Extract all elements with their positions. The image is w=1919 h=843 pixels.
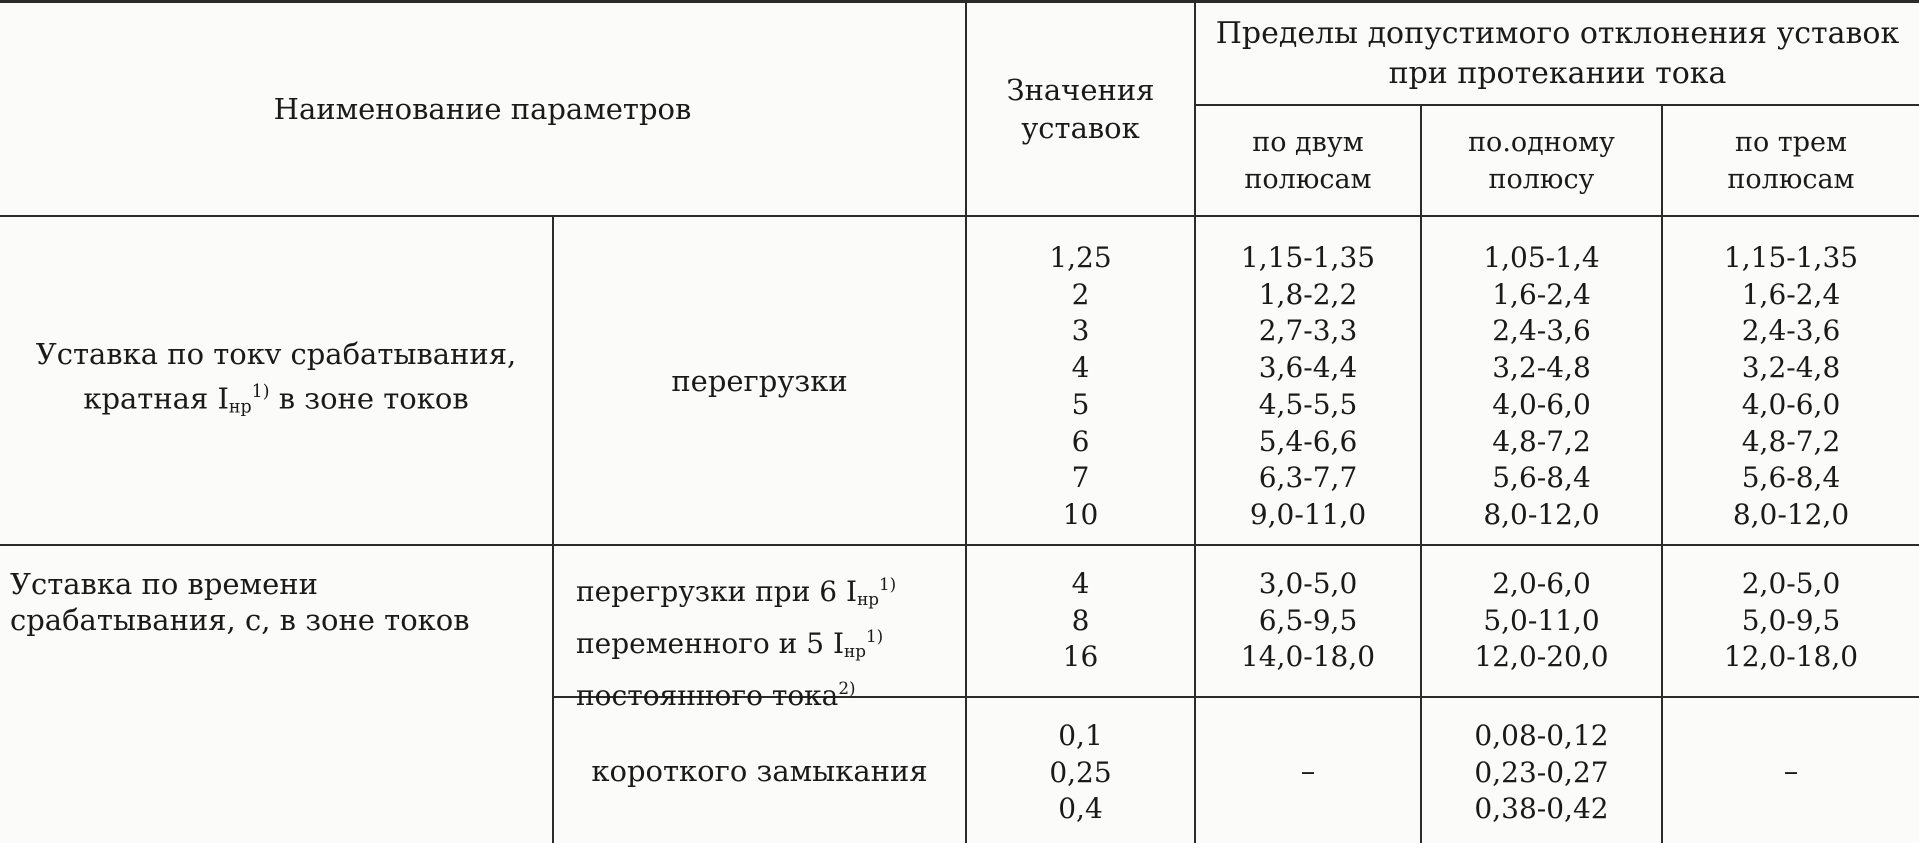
table-cell-value: 7 <box>1071 461 1090 495</box>
table-cell-value: 1,6-2,4 <box>1741 277 1841 311</box>
table-cell-value: 3 <box>1071 314 1090 348</box>
table-cell-value: 10 <box>1062 497 1099 531</box>
header-three-poles-line1: по трем <box>1734 126 1848 158</box>
table-cell-value: 0,1 <box>1058 719 1103 752</box>
table-cell-value: 4,5-5,5 <box>1258 387 1358 421</box>
table-cell-value: 4 <box>1071 351 1090 385</box>
table-cell-value: 2 <box>1071 277 1090 311</box>
table-cell-value: 2,0-5,0 <box>1741 567 1841 600</box>
section1-param <box>0 217 552 544</box>
section1-three-poles <box>1663 240 1919 540</box>
table-cell-value: 6,3-7,7 <box>1258 461 1358 495</box>
table-cell-value: 9,0-11,0 <box>1249 497 1367 531</box>
table-cell-value: 2,7-3,3 <box>1258 314 1358 348</box>
table-cell-value: 1,15-1,35 <box>1723 241 1859 274</box>
section1-param-line1: Уставка по токv срабатывания, <box>35 336 517 371</box>
header-settings-line2: уставок <box>1021 111 1140 145</box>
header-settings <box>967 3 1194 215</box>
table-cell-value: 3,0-5,0 <box>1258 567 1358 600</box>
section3-two-poles <box>1196 698 1420 843</box>
section1-zone-text: перегрузки <box>671 363 848 398</box>
table-cell-value: 5 <box>1071 387 1090 421</box>
section1-values <box>967 240 1194 540</box>
section2-values <box>967 566 1194 686</box>
section3-three-poles-dash: – <box>1783 753 1799 788</box>
section2-zone-line1-sup: 1) <box>879 574 897 594</box>
table-cell-value: 1,25 <box>1049 241 1112 274</box>
table-cell-value: 2,4-3,6 <box>1741 314 1841 348</box>
table-cell-value: 5,6-8,4 <box>1492 461 1591 495</box>
table-cell-value: 3,2-4,8 <box>1741 351 1841 385</box>
table-cell-value: 4,0-6,0 <box>1492 387 1591 421</box>
header-two-poles-line1: по двум <box>1252 126 1364 158</box>
section2-two-poles <box>1196 566 1420 686</box>
table-cell-value: 4 <box>1071 567 1090 600</box>
header-one-pole-line1: по.одному <box>1468 126 1615 158</box>
table-cell-value: 12,0-18,0 <box>1723 640 1859 674</box>
header-one-pole-line2: полюсу <box>1488 163 1595 195</box>
header-settings-line1: Значения <box>1006 73 1155 107</box>
header-limits <box>1196 3 1919 104</box>
table-cell-value: 5,6-8,4 <box>1741 461 1841 495</box>
table-cell-value: 14,0-18,0 <box>1240 640 1376 674</box>
section1-one-pole <box>1422 240 1661 540</box>
table-cell-value: 6 <box>1071 424 1090 458</box>
table-cell-value: 1,05-1,4 <box>1483 241 1600 274</box>
section2-param-line2: срабатывания, с, в зоне токов <box>10 603 470 637</box>
header-one-pole <box>1422 106 1661 215</box>
table-cell-value: 0,23-0,27 <box>1474 755 1609 789</box>
section2-zone-line3-sup: 2) <box>838 677 856 698</box>
section2-zone-line3-prefix: постоянного тока <box>576 678 839 712</box>
section3-three-poles <box>1663 698 1919 843</box>
table-cell-value: 5,4-6,6 <box>1258 424 1358 458</box>
section2-zone-line1-prefix: перегрузки при 6 I <box>576 574 858 608</box>
table-cell-value: 0,08-0,12 <box>1474 719 1609 752</box>
header-three-poles-line2: полюсам <box>1727 163 1855 195</box>
table-cell-value: 8,0-12,0 <box>1732 497 1850 531</box>
section2-three-poles <box>1663 566 1919 686</box>
section2-zone-line2-sub: нр <box>844 640 866 661</box>
table-cell-value: 1,6-2,4 <box>1492 277 1591 311</box>
table-cell-value: 5,0-9,5 <box>1741 603 1841 637</box>
section2-zone-line2-sup: 1) <box>865 625 884 646</box>
table-cell-value: 3,2-4,8 <box>1492 351 1591 385</box>
section2-param-line1: Уставка по времени <box>10 567 318 601</box>
section2-zone-line2-prefix: переменного и 5 I <box>576 626 845 660</box>
section2-zone-line1 <box>576 566 896 618</box>
table-cell-value: 8,0-12,0 <box>1483 497 1600 531</box>
table-cell-value: 4,8-7,2 <box>1492 424 1591 458</box>
header-two-poles <box>1196 106 1420 215</box>
section3-values <box>967 718 1194 838</box>
header-limits-line2: при протекании тока <box>1388 55 1727 91</box>
section1-param-sub: нр <box>228 397 252 418</box>
section3-zone <box>554 698 965 843</box>
table-cell-value: 1,15-1,35 <box>1240 241 1376 274</box>
section2-param <box>10 566 470 638</box>
section1-param-prefix: кратная I <box>83 380 229 415</box>
table-cell-value: 2,4-3,6 <box>1492 314 1591 348</box>
section1-param-sup: 1) <box>251 381 270 402</box>
table-cell-value: 8 <box>1071 603 1090 637</box>
header-three-poles <box>1663 106 1919 215</box>
table-cell-value: 0,4 <box>1058 792 1103 826</box>
header-two-poles-line2: полюсам <box>1244 163 1372 195</box>
section2-zone-line2 <box>576 618 896 670</box>
table-cell-value: 1,8-2,2 <box>1258 277 1358 311</box>
section3-zone-text: короткого замыкания <box>591 753 928 788</box>
section2-one-pole <box>1422 566 1661 686</box>
section3-two-poles-dash: – <box>1300 753 1316 788</box>
table-cell-value: 3,6-4,4 <box>1258 351 1358 385</box>
table-cell-value: 6,5-9,5 <box>1258 603 1358 637</box>
table-cell-value: 12,0-20,0 <box>1474 640 1609 674</box>
section2-zone <box>576 566 896 714</box>
table-cell-value: 0,38-0,42 <box>1474 792 1609 826</box>
section1-param-line2 <box>83 373 468 427</box>
table-cell-value: 4,0-6,0 <box>1741 387 1841 421</box>
section1-param-suffix: в зоне токов <box>269 380 469 415</box>
table-cell-value: 16 <box>1062 640 1099 674</box>
header-param-name-text: Наименование параметров <box>273 92 692 126</box>
section1-zone <box>554 217 965 544</box>
header-param-name <box>0 3 965 215</box>
rule-section1-bottom <box>0 544 1919 546</box>
section1-two-poles <box>1196 240 1420 540</box>
table-cell-value: 4,8-7,2 <box>1741 424 1841 458</box>
section2-zone-line1-sub: нр <box>857 589 879 610</box>
table-cell-value: 2,0-6,0 <box>1492 567 1591 600</box>
table-cell-value: 0,25 <box>1049 755 1112 789</box>
header-limits-line1: Пределы допустимого отклонения уставок <box>1215 15 1900 51</box>
section3-one-pole <box>1422 718 1661 838</box>
table-cell-value: 5,0-11,0 <box>1483 603 1600 637</box>
